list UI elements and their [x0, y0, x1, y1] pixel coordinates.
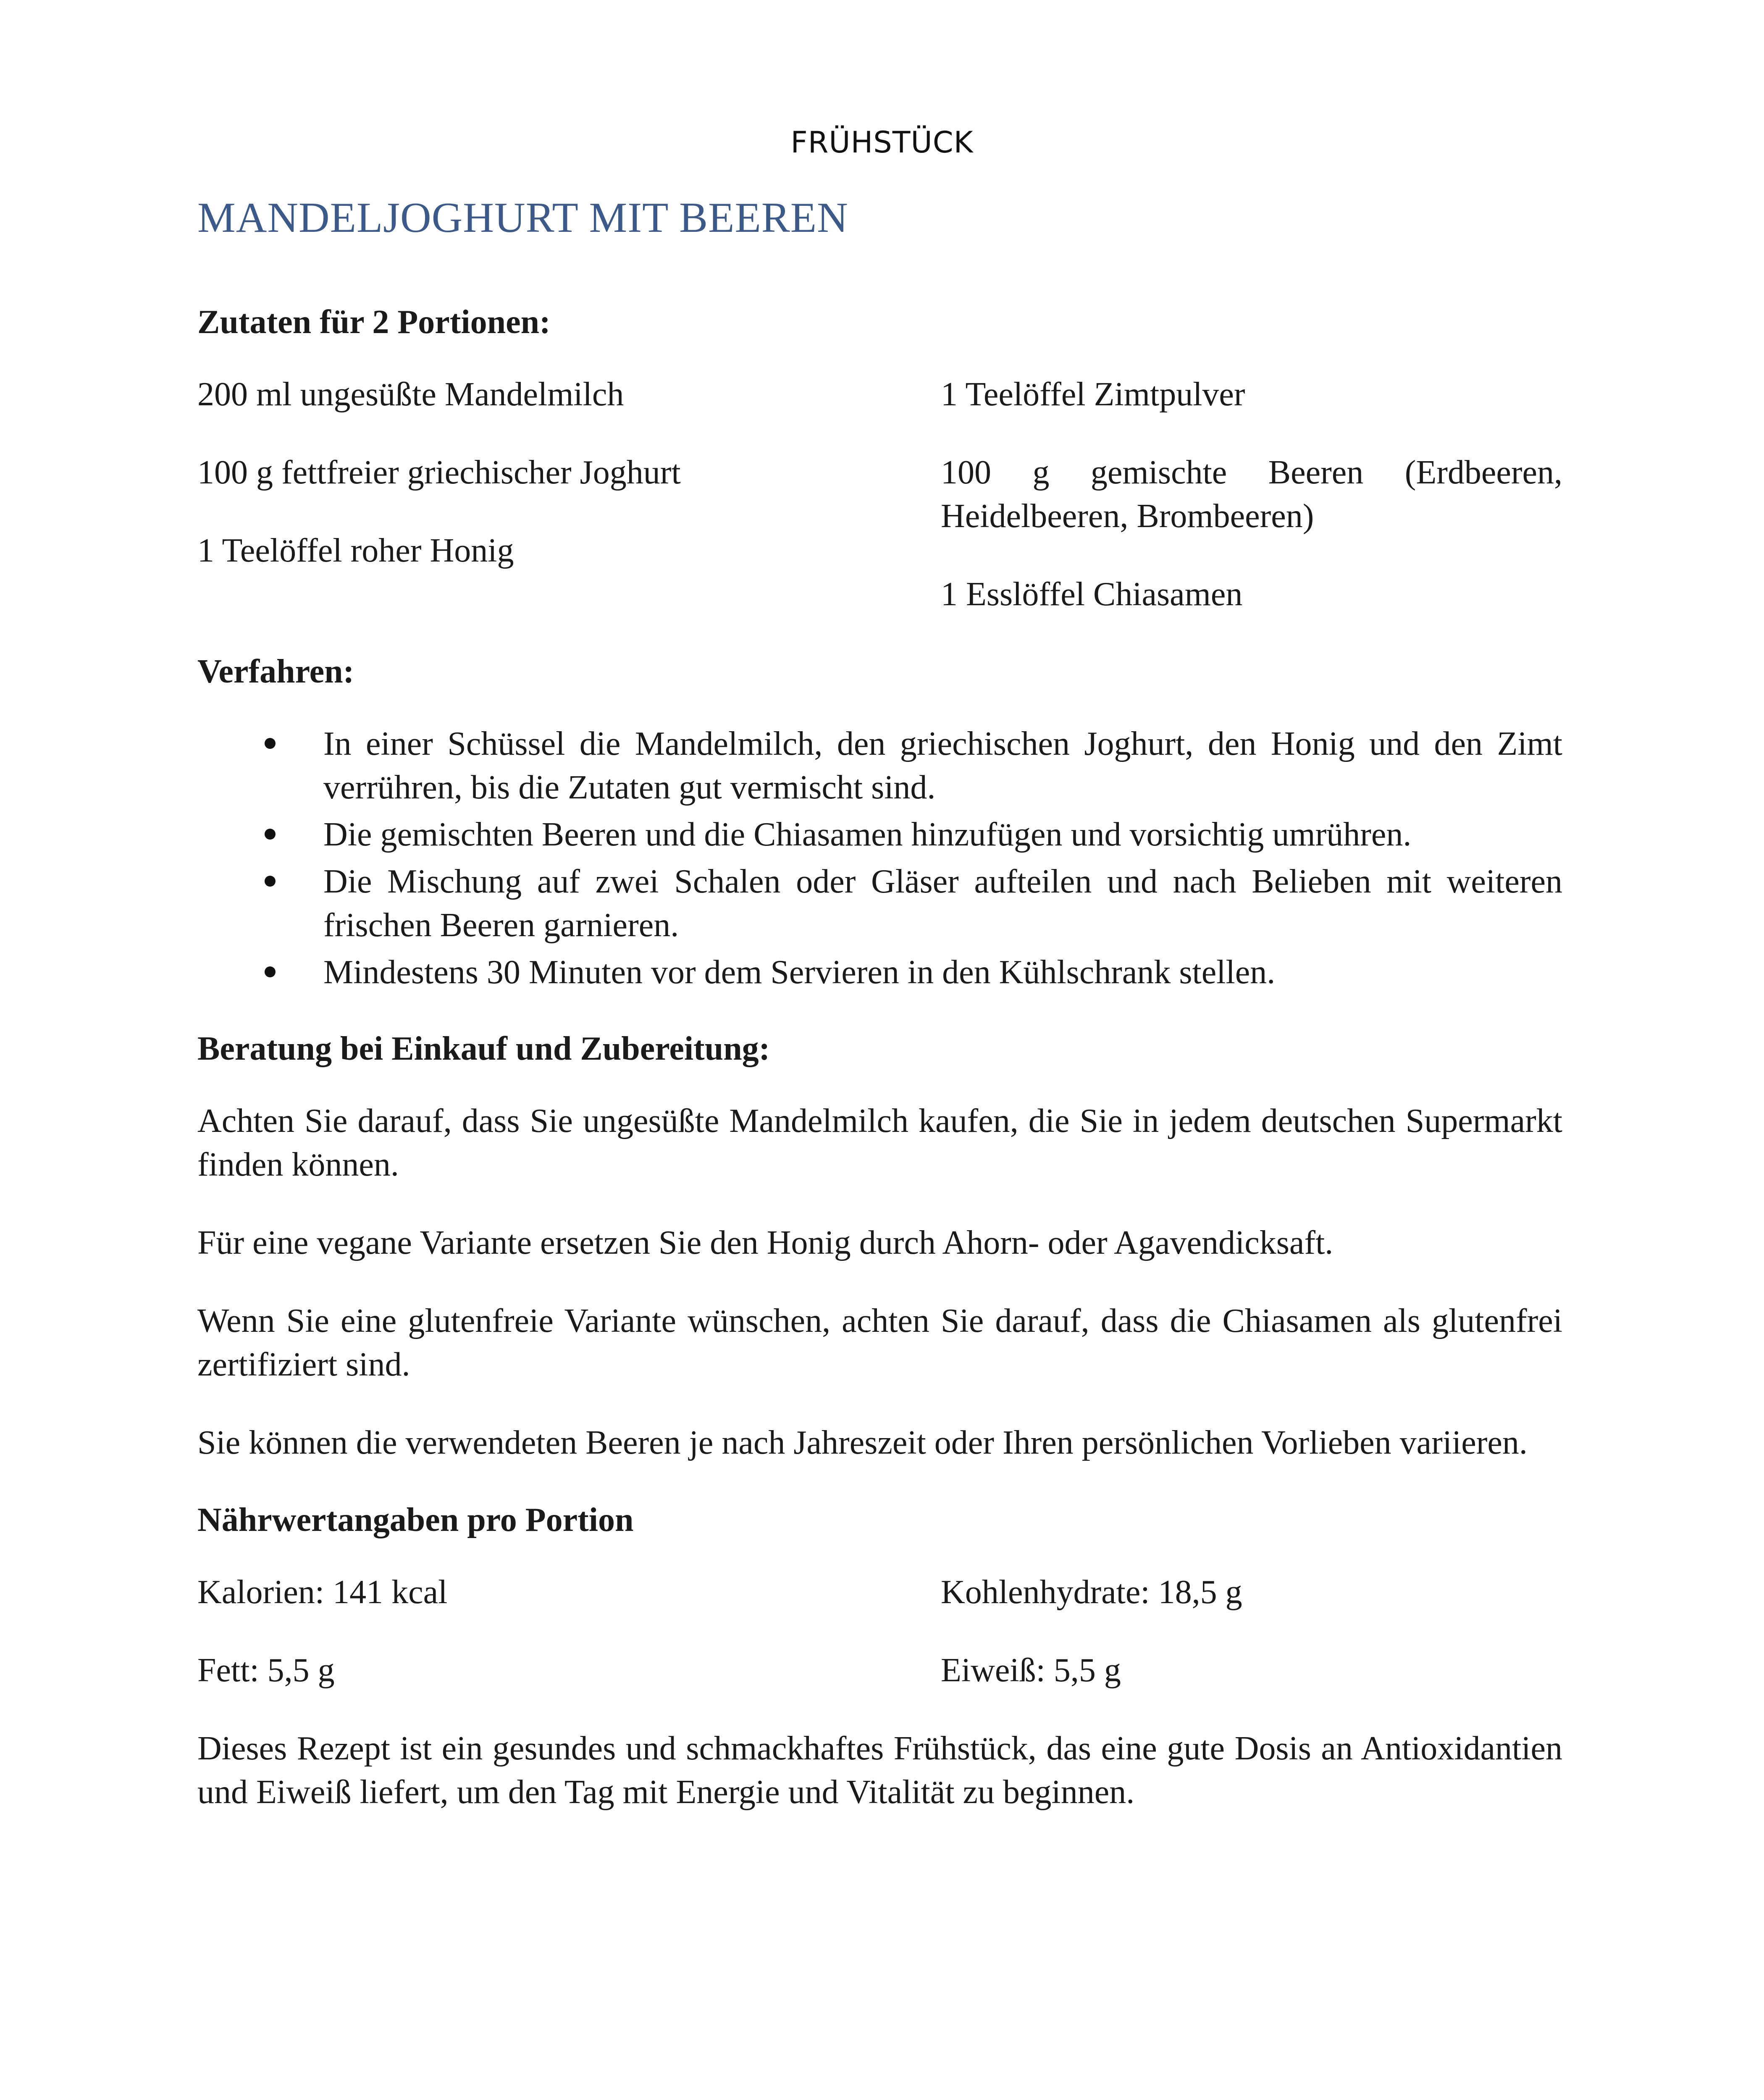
bullet-icon: [265, 738, 276, 749]
nutrition-fat: Fett: 5,5 g: [197, 1652, 335, 1689]
method-heading: Verfahren:: [197, 653, 354, 690]
method-step: [197, 722, 1562, 809]
method-step-text: In einer Schüssel die Mandelmilch, den griechischen Joghurt, den Honig und den Zimt verrühren, bis die Zutaten gut vermischt sind.: [323, 725, 1562, 806]
nutrition-calories: Kalorien: 141 kcal: [197, 1574, 448, 1611]
method-step-text: Die gemischten Beeren und die Chiasamen hinzufügen und vorsichtig umrühren.: [323, 816, 1412, 853]
nutrition-right-column: [941, 1570, 1562, 1727]
advice-paragraph: Für eine vegane Variante ersetzen Sie den Honig durch Ahorn- oder Agavendicksaft.: [197, 1224, 1334, 1261]
bullet-icon: [265, 829, 276, 840]
nutrition-left-column: [197, 1570, 819, 1727]
ingredients-right-column: [941, 373, 1562, 651]
advice-heading: Beratung bei Einkauf und Zubereitung:: [197, 1030, 770, 1067]
ingredient-item: 200 ml ungesüßte Mandelmilch: [197, 376, 624, 413]
section-header: FRÜHSTÜCK: [790, 125, 974, 160]
ingredient-item: 1 Teelöffel Zimtpulver: [941, 376, 1245, 413]
method-steps: [197, 722, 1562, 994]
nutrition-values: [197, 1570, 1562, 1727]
method-step: [197, 860, 1562, 947]
ingredient-item: 100 g fettfreier griechischer Joghurt: [197, 454, 681, 491]
ingredients-heading: Zutaten für 2 Portionen:: [197, 304, 551, 341]
method-step-text: Mindestens 30 Minuten vor dem Servieren in den Kühlschrank stellen.: [323, 954, 1276, 991]
method-step-text: Die Mischung auf zwei Schalen oder Gläser aufteilen und nach Belieben mit weiteren frischen Beeren garnieren.: [323, 863, 1562, 944]
advice-paragraph: Wenn Sie eine glutenfreie Variante wünschen, achten Sie darauf, dass die Chiasamen als glutenfrei zertifiziert sind.: [197, 1302, 1562, 1383]
bullet-icon: [265, 966, 276, 977]
ingredients-list: [197, 373, 1562, 651]
ingredient-item: 1 Teelöffel roher Honig: [197, 532, 514, 569]
ingredient-item: 1 Esslöffel Chiasamen: [941, 576, 1243, 613]
nutrition-protein: Eiweiß: 5,5 g: [941, 1652, 1121, 1689]
bullet-icon: [265, 876, 276, 887]
nutrition-carbs: Kohlenhydrate: 18,5 g: [941, 1574, 1242, 1611]
method-step: [197, 950, 1562, 994]
nutrition-heading: Nährwertangaben pro Portion: [197, 1502, 634, 1538]
recipe-content: [197, 193, 1562, 1848]
method-step: [197, 813, 1562, 856]
recipe-title: MANDELJOGHURT MIT BEEREN: [197, 194, 848, 242]
ingredients-left-column: [197, 373, 819, 651]
ingredient-item: 100 g gemischte Beeren (Erdbeeren, Heidelbeeren, Brombeeren): [941, 454, 1562, 535]
advice-paragraph: Sie können die verwendeten Beeren je nach Jahreszeit oder Ihren persönlichen Vorlieben variieren.: [197, 1424, 1528, 1461]
closing-paragraph: Dieses Rezept ist ein gesundes und schmackhaftes Frühstück, das eine gute Dosis an Antioxidantien und Eiweiß liefert, um den Tag mit Energie und Vitalität zu beginnen.: [197, 1730, 1562, 1811]
advice-paragraph: Achten Sie darauf, dass Sie ungesüßte Mandelmilch kaufen, die Sie in jedem deutschen Supermarkt finden können.: [197, 1102, 1562, 1183]
